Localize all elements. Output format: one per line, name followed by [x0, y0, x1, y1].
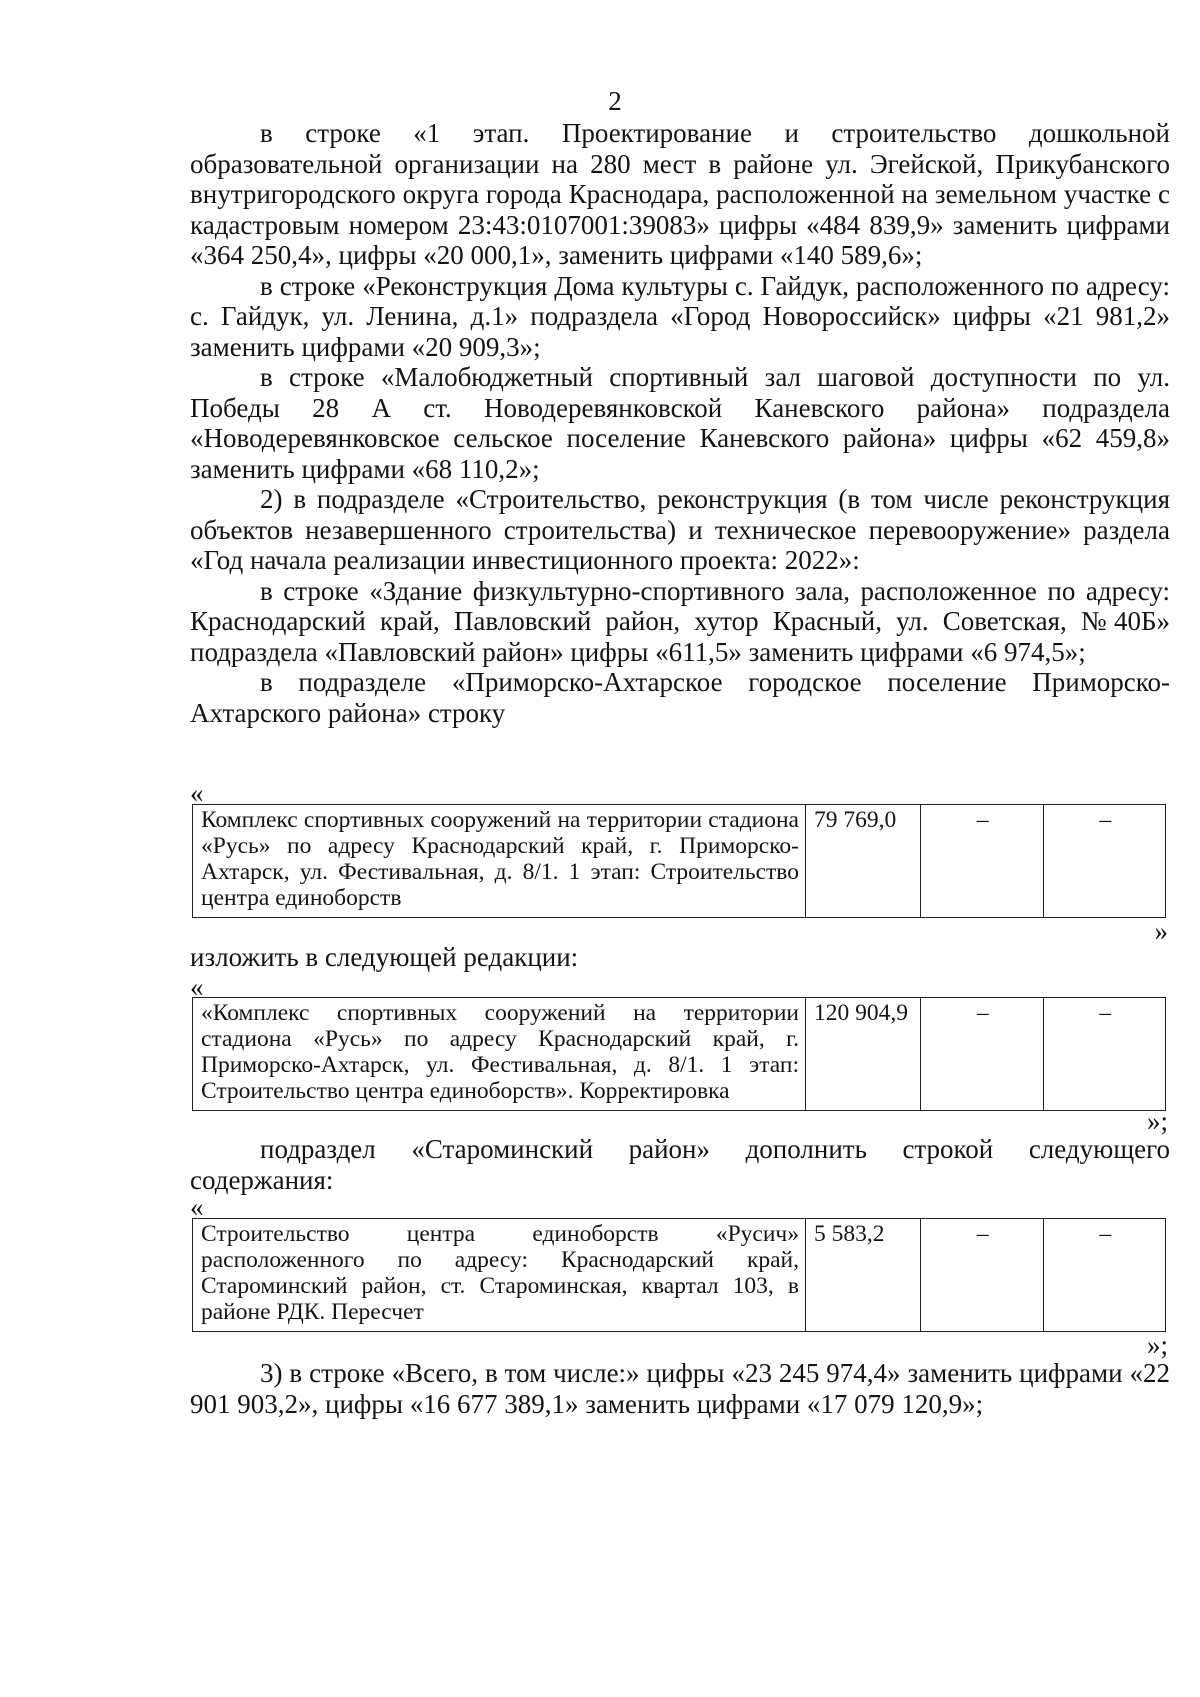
table-new-cost: 120 904,9	[806, 998, 921, 1111]
table-old-col4: –	[1043, 805, 1166, 918]
paragraph-starominsky: подраздел «Староминский район» дополнить строкой следующего содержания:	[190, 1134, 1170, 1195]
table-old-cost: 79 769,0	[806, 805, 921, 918]
table-add-cost: 5 583,2	[806, 1219, 921, 1332]
table-old-row	[192, 804, 1166, 918]
text-edit: изложить в следующей редакции:	[190, 942, 579, 972]
table-new-col3: –	[921, 998, 1044, 1111]
quote-close-1: »	[1154, 916, 1168, 946]
paragraph-total: 3) в строке «Всего, в том числе:» цифры «23 245 974,4» заменить цифрами «22 901 903,2», цифры «16 677 389,1» заменить цифрами «17 079 120,9»;	[190, 1358, 1170, 1419]
quote-open-1: «	[190, 778, 204, 808]
table-new-col4: –	[1043, 998, 1166, 1111]
text-block-main	[190, 118, 1170, 728]
table-old-col3: –	[921, 805, 1044, 918]
quote-close-semicolon-2: »;	[1146, 1330, 1168, 1360]
quote-open-3: «	[190, 1192, 204, 1222]
table-add-col3: –	[921, 1219, 1044, 1332]
table-row	[193, 805, 1166, 918]
paragraph-pavlovsky: в строке «Здание физкультурно-спортивного зала, расположенное по адресу: Краснодарский край, Павловский район, хутор Красный, ул. Советская, №40Б» подраздела «Павловский район» цифры «611,5» заменить цифрами «6 974,5»;	[190, 575, 1170, 667]
table-new-name: «Комплекс спортивных сооружений на территории стадиона «Русь» по адресу Краснодарский край, г. Приморско-Ахтарск, ул. Фестивальная, д. 8/1. 1 этап: Строительство центра единоборств». Корректировка	[193, 998, 806, 1111]
table-new-row	[192, 997, 1166, 1111]
table-add-col4: –	[1043, 1219, 1166, 1332]
paragraph-primorsko: в подразделе «Приморско-Ахтарское городское поселение Приморско-Ахтарского района» строку	[190, 667, 1170, 728]
quote-close-semicolon-1: »;	[1146, 1106, 1168, 1136]
paragraph-gaiduk: в строке «Реконструкция Дома культуры с. Гайдук, расположенного по адресу: с. Гайдук, ул. Ленина, д.1» подраздела «Город Новороссийск» цифры «21 981,2» заменить цифрами «20 909,3»;	[190, 270, 1170, 362]
table-row	[193, 998, 1166, 1111]
paragraph-subsection-2: 2) в подразделе «Строительство, реконструкция (в том числе реконструкция объектов незавершенного строительства) и техническое перевооружение» раздела «Год начала реализации инвестиционного проекта: 2022»:	[190, 484, 1170, 575]
text-final-block	[190, 1358, 1170, 1419]
text-subsection-block	[190, 1134, 1170, 1195]
paragraph-novoderevyankovskaya: в строке «Малобюджетный спортивный зал шаговой доступности по ул. Победы 28 А ст. Новодеревянковской Каневского района» подраздела «Новодеревянковское сельское поселение Каневского района» цифры «62 459,8» заменить цифрами «68 110,2»;	[190, 362, 1170, 484]
table-add-name: Строительство центра единоборств «Русич» расположенного по адресу: Краснодарский край, Староминский район, ст. Староминская, квартал 103, в районе РДК. Пересчет	[193, 1219, 806, 1332]
paragraph-stage1: в строке «1 этап. Проектирование и строительство дошкольной образовательной организации на 280 мест в районе ул. Эгейской, Прикубанского внутригородского округа города Краснодара, расположенной на земельном участке с кадастровым номером 23:43:0107001:39083» цифры «484 839,9» заменить цифрами «364 250,4», цифры «20 000,1», заменить цифрами «140 589,6»;	[190, 118, 1170, 270]
table-row	[193, 1219, 1166, 1332]
quote-open-2: «	[190, 972, 204, 1002]
page-number: 2	[608, 86, 622, 116]
table-add-row	[192, 1218, 1166, 1332]
table-old-name: Комплекс спортивных сооружений на территории стадиона «Русь» по адресу Краснодарский край, г. Приморско-Ахтарск, ул. Фестивальная, д. 8/1. 1 этап: Строительство центра единоборств	[193, 805, 806, 918]
